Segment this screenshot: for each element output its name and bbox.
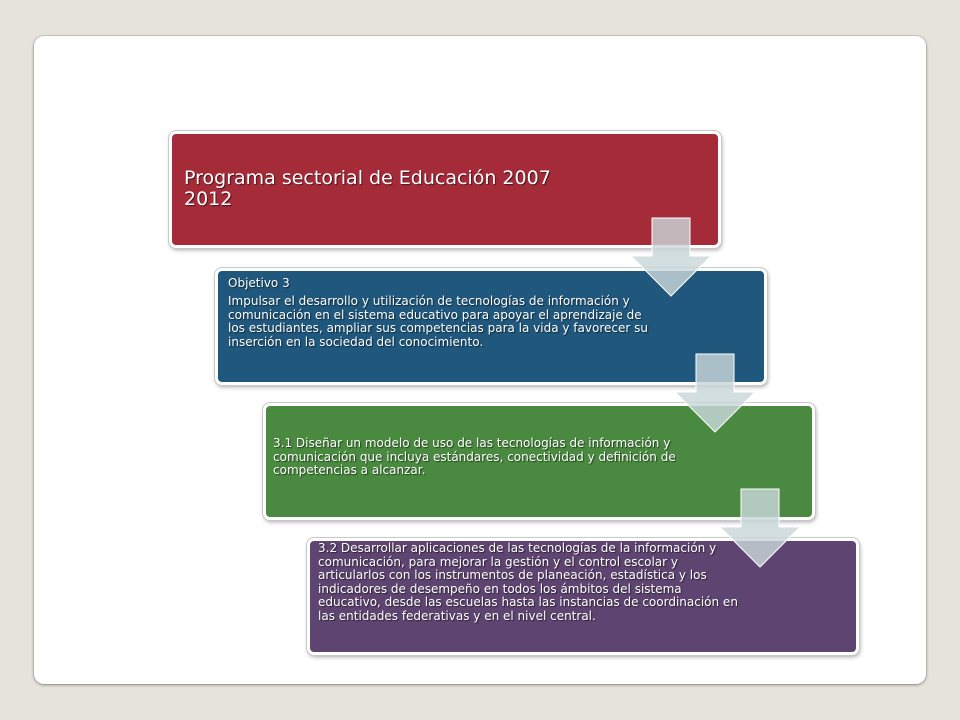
step-3-text: 3.1 Diseñar un modelo de uso de las tecnologías de información y comunicación que incluya estándares, conectividad y definición de competencias a alcanzar.	[273, 436, 676, 477]
step-2-text: Impulsar el desarrollo y utilización de tecnologías de información y comunicación en el sistema educativo para apoyar el aprendizaje de los estudiantes, ampliar sus competencias para la vida y favorecer su inserción en la sociedad del conocimiento.	[228, 294, 648, 349]
down-arrow-icon	[630, 217, 712, 297]
step-2-heading: Objetivo 3	[228, 276, 290, 290]
down-arrow-icon	[674, 353, 756, 433]
step-1-title: Programa sectorial de Educación 2007 2012	[184, 167, 551, 210]
slide	[34, 36, 926, 684]
step-4-text: 3.2 Desarrollar aplicaciones de las tecnologías de la información y comunicación, para mejorar la gestión y el control escolar y articularlos con los instrumentos de planeación, estadística y los indicadores de desempeño en todos los ámbitos del sistema educativo, desde las escuelas hasta las instancias de coordinación en las entidades federativas y en el nivel central.	[318, 541, 738, 623]
down-arrow-icon	[719, 488, 801, 568]
